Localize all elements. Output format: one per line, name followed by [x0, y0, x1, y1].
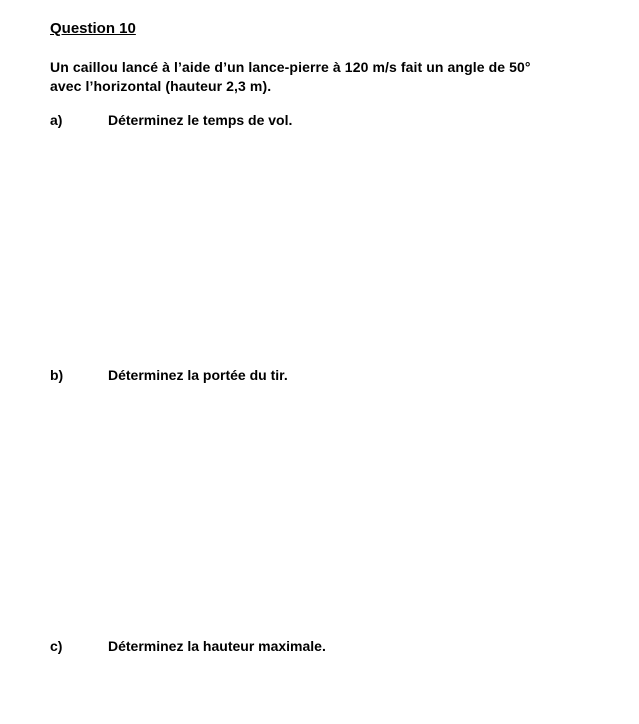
part-letter: c): [50, 638, 63, 654]
part-text: Déterminez le temps de vol.: [108, 112, 293, 128]
part-b: [50, 367, 288, 383]
part-a: [50, 112, 292, 128]
part-c: [50, 638, 326, 654]
prompt-line: Un caillou lancé à l’aide d’un lance-pierre à 120 m/s fait un angle de 50°: [50, 59, 531, 75]
part-text: Déterminez la hauteur maximale.: [108, 638, 326, 654]
question-title: Question 10: [50, 20, 136, 37]
part-letter: b): [50, 367, 64, 383]
part-letter: a): [50, 112, 63, 128]
question-prompt: [50, 58, 590, 96]
prompt-line: avec l’horizontal (hauteur 2,3 m).: [50, 78, 272, 94]
part-text: Déterminez la portée du tir.: [108, 367, 288, 383]
